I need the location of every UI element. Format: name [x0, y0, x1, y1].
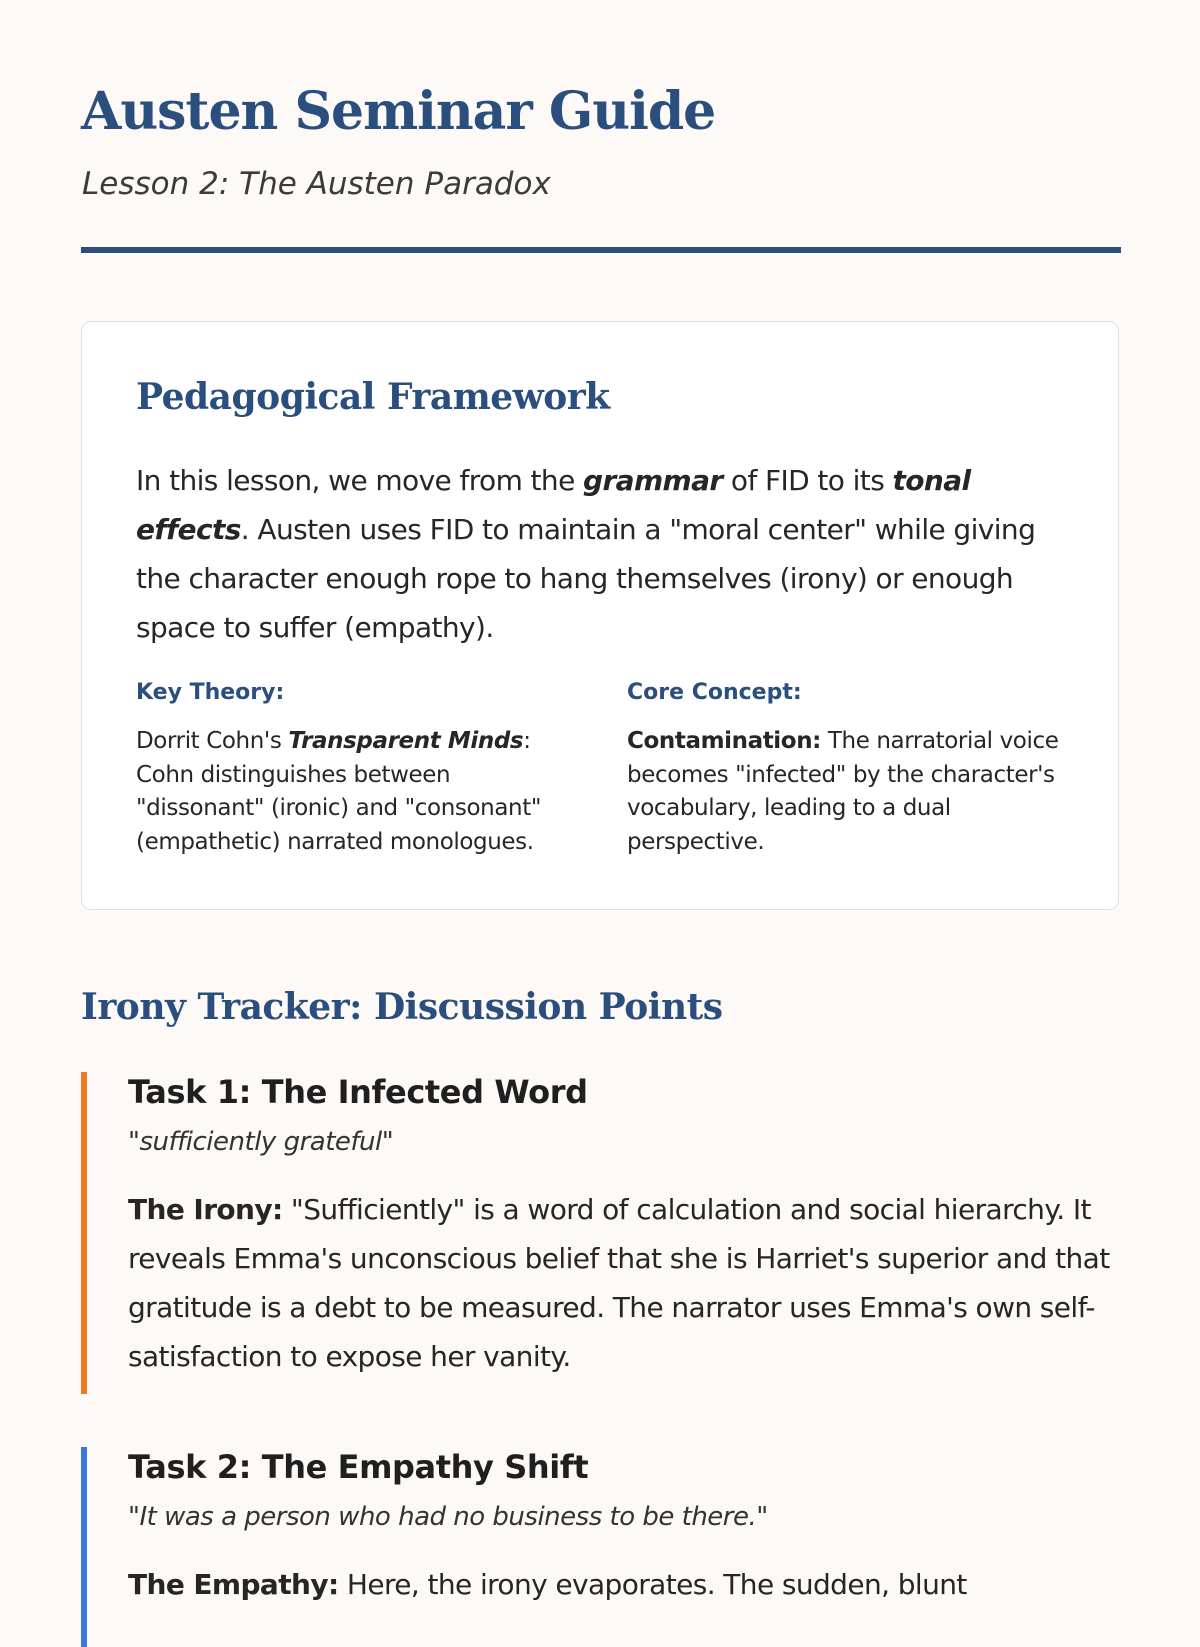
- task-quote: "It was a person who had no business to be there.": [128, 1502, 768, 1532]
- task-body: The Irony: "Sufficiently" is a word of calculation and social hierarchy. It reveals Emma's unconscious belief that she is Harriet's superior and that gratitude is a debt to be measured. The narrator uses Emma's own self-satisfaction to expose her vanity.: [128, 1193, 1110, 1373]
- header-divider: [81, 247, 1121, 253]
- task-label: The Irony:: [128, 1193, 283, 1226]
- task-accent-bar: [81, 1072, 87, 1394]
- framework-title: Pedagogical Framework: [136, 376, 610, 418]
- book-title: Transparent Minds: [288, 728, 524, 754]
- key-theory-text: Dorrit Cohn's Transparent Minds: Cohn distinguishes between "dissonant" (ironic) and "consonant" (empathetic) narrated monologues.: [136, 728, 542, 855]
- task-body: The Empathy: Here, the irony evaporates. The sudden, blunt: [128, 1568, 967, 1601]
- task-card: [81, 1447, 1121, 1609]
- task-title: Task 2: The Empathy Shift: [128, 1448, 589, 1486]
- core-concept-heading: Core Concept:: [627, 680, 802, 705]
- task-quote: "sufficiently grateful": [128, 1127, 394, 1157]
- page-title: Austen Seminar Guide: [81, 81, 716, 142]
- framework-intro: In this lesson, we move from the grammar of FID to its tonal effects. Austen uses FID to maintain a "moral center" while giving the character enough rope to hang themselves (irony) or enough space to suffer (empathy).: [136, 464, 1036, 644]
- emphasis-tonal-effects: tonal effects: [136, 464, 971, 546]
- task-card: [81, 1072, 1121, 1381]
- core-concept-text: Contamination: The narratorial voice becomes "infected" by the character's vocabulary, leading to a dual perspective.: [627, 728, 1059, 855]
- emphasis-grammar: grammar: [583, 464, 723, 497]
- concept-term: Contamination:: [627, 728, 821, 754]
- task-title: Task 1: The Infected Word: [128, 1073, 588, 1111]
- task-label: The Empathy:: [128, 1568, 339, 1601]
- tracker-title: Irony Tracker: Discussion Points: [81, 986, 723, 1028]
- page-subtitle: Lesson 2: The Austen Paradox: [82, 166, 551, 202]
- task-accent-bar: [81, 1447, 87, 1647]
- key-theory-heading: Key Theory:: [136, 680, 285, 705]
